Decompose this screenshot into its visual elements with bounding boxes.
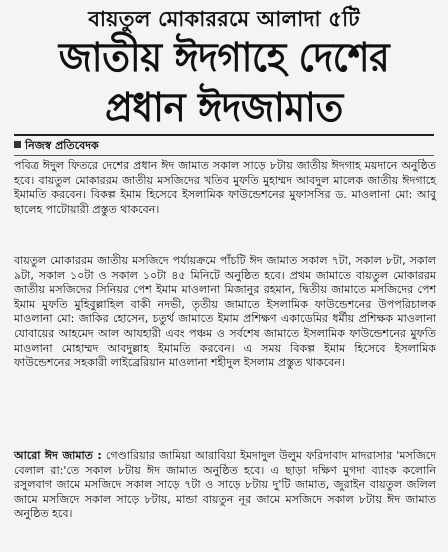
- article-paragraph-3: [14, 449, 436, 522]
- headline-line-2: প্রধান ঈদজামাত: [105, 84, 343, 131]
- article-paragraph-3-body: গেণ্ডারিয়ার জামিয়া আরাবিয়া ইমদাদুল উলুম ফরিদাবাদ মাদরাসার 'মসজিদে বেলাল রা:'তে সকাল ৮টায় ঈদ জামাত অনুষ্ঠিত হবে। এ ছাড়া দক্ষিণ মুগদা ব্যাংক কলোনি রসুলবাগ জামে মসজিদে সকাল সাড়ে ৭টা ও সাড়ে ৮টায় দু'টি জামাত, জুরাইন বায়তুল জলিল জামে মসজিদে সকাল সাড়ে ৮টায়, মান্ডা বায়তুন নূর জামে মসজিদে সকাল ৮টায় ঈদ জামাত অনুষ্ঠিত হবে।: [14, 449, 436, 521]
- byline-rule: [14, 155, 434, 156]
- top-rule: [14, 134, 434, 136]
- article-paragraph-1: পবিত্র ঈদুল ফিতরে দেশের প্রধান ঈদ জামাত সকাল সাড়ে ৮টায় জাতীয় ঈদগাহ ময়দানে অনুষ্ঠিত হবে। বায়তুল মোকাররম জাতীয় মসজিদের খতিব মুফতি মুহাম্মদ আবদুল মালেক জাতীয় ঈদগাহে ইমামতি করবেন। বিকল্প ইমাম হিসেবে ইসলামিক ফাউন্ডেশনের মুফাসসির ড. মাওলানা মো: আবু ছালেহ পাটোয়ারী প্রস্তুত থাকবেন।: [14, 159, 436, 216]
- kicker-headline: বায়তুল মোকাররমে আলাদা ৫টি: [88, 7, 360, 31]
- byline: [14, 139, 99, 153]
- subhead-more-eid-jamaat: আরো ঈদ জামাত :: [14, 449, 102, 462]
- article-paragraph-2: বায়তুল মোকাররম জাতীয় মসজিদে পর্যায়ক্রমে পাঁচটি ঈদ জামাত সকাল ৭টা, সকাল ৮টা, সকাল ৯টা, সকাল ১০টা ও সকাল ১০টা ৪৫ মিনিটে অনুষ্ঠিত হবে। প্রথম জামাতে বায়তুল মোকাররম জাতীয় মসজিদের সিনিয়র পেশ ইমাম মাওলানা মিজানুর রহমান, দ্বিতীয় জামাতে মসজিদের পেশ ইমাম মুফতি মুহিবুল্লাহিল বাকী নদভী, তৃতীয় জামাতে ইসলামিক ফাউন্ডেশনের উপপরিচালক মাওলানা মো: জাকির হোসেন, চতুর্থ জামাতে ইমাম প্রশিক্ষণ একাডেমির ধর্মীয় প্রশিক্ষক মাওলানা যোবায়ের আহমেদ আল আযহারী এবং পঞ্চম ও সর্বশেষ জামাতে ইসলামিক ফাউন্ডেশনের মুফতি মাওলানা মোহাম্মদ আবদুল্লাহ ইমামতি করবেন। এ সময় বিকল্প ইমাম হিসেবে ইসলামিক ফাউন্ডেশনের সহকারী লাইব্রেরিয়ান মাওলানা শহীদুল ইসলাম প্রস্তুত থাকবেন।: [14, 254, 436, 370]
- byline-text: নিজস্ব প্রতিবেদক: [25, 139, 99, 152]
- headline-line-1: জাতীয় ঈদগাহে দেশের: [58, 34, 390, 81]
- square-bullet-icon: [14, 141, 21, 148]
